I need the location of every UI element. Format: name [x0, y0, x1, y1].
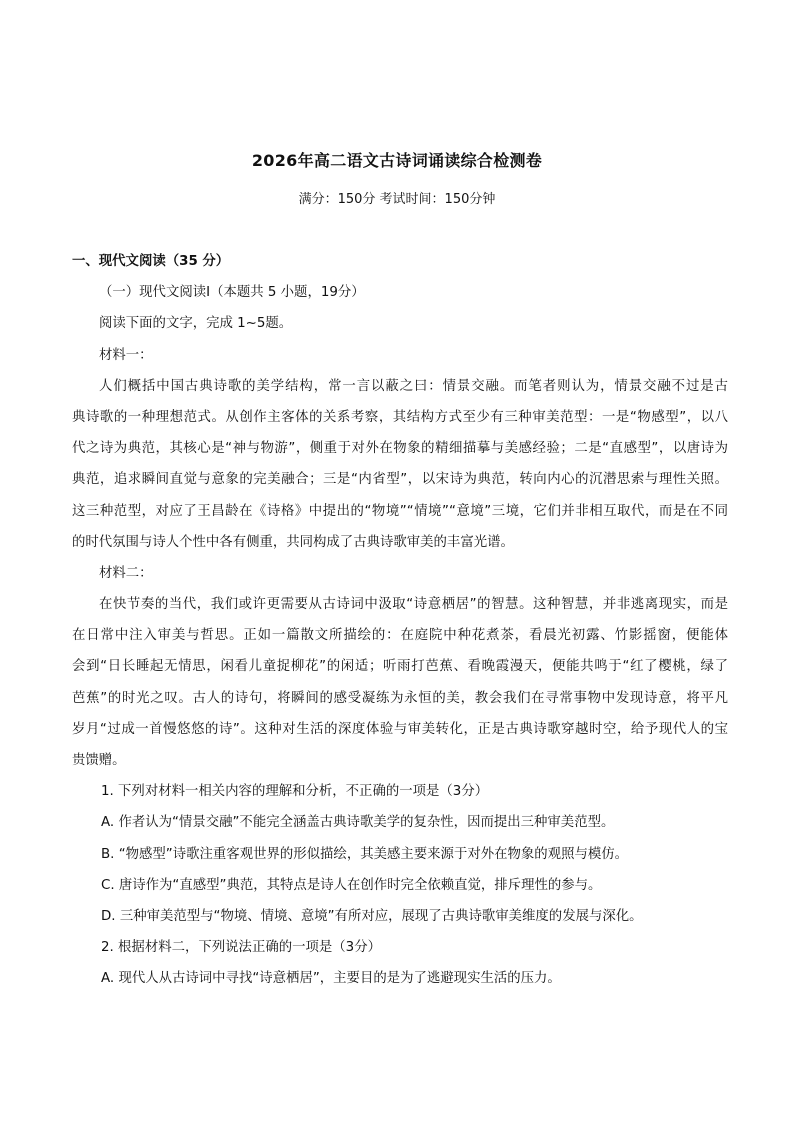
material-two-line: 在快节奏的当代，我们或许更需要从古诗词中汲取“诗意栖居”的智慧。这种智慧，并非逃离现实，而是	[99, 597, 728, 613]
question-stem: 2. 根据材料二，下列说法正确的一项是（3分）	[101, 940, 381, 956]
question-option: C. 唐诗作为“直感型”典范，其特点是诗人在创作时完全依赖直觉，排斥理性的参与。	[101, 877, 602, 893]
question-option: A. 作者认为“情景交融”不能完全涵盖古典诗歌美学的复杂性，因而提出三种审美范型。	[101, 815, 615, 831]
question-stem: 1. 下列对材料一相关内容的理解和分析，不正确的一项是（3分）	[101, 784, 489, 800]
exam-title: 2026年高二语文古诗词诵读综合检测卷	[251, 151, 543, 170]
material-one-line: 代之诗为典范，其核心是“神与物游”，侧重于对外在物象的精细描摹与美感经验；二是“直感型”，以唐诗为	[72, 441, 728, 457]
section-heading: 一、现代文阅读（35 分）	[72, 254, 230, 269]
sub-section-heading: （一）现代文阅读Ⅰ（本题共 5 小题，19分）	[99, 285, 365, 301]
material-two-line: 芭蕉”的时光之叹。古人的诗句，将瞬间的感受凝练为永恒的美，教会我们在寻常事物中发现诗意，将平凡	[72, 690, 728, 706]
material-two-label: 材料二：	[99, 565, 153, 581]
question-option: B. “物感型”诗歌注重客观世界的形似描绘，其美感主要来源于对外在物象的观照与模仿。	[101, 846, 629, 862]
material-one-line: 典诗歌的一种理想范式。从创作主客体的关系考察，其结构方式至少有三种审美范型：一是“物感型”，以八	[72, 409, 728, 425]
material-one-label: 材料一：	[99, 347, 153, 363]
material-two-line: 在日常中注入审美与哲思。正如一篇散文所描绘的：在庭院中种花煮茶，看晨光初露、竹影摇窗，便能体	[72, 628, 728, 644]
material-two-line: 会到“日长睡起无情思，闲看儿童捉柳花”的闲适；听雨打芭蕉、看晚霞漫天，便能共鸣于“红了樱桃，绿了	[72, 659, 728, 675]
material-two-line: 贵馈赠。	[72, 753, 126, 768]
reading-instruction: 阅读下面的文字，完成 1~5题。	[99, 316, 293, 332]
material-one-line: 典范，追求瞬间直觉与意象的完美融合；三是“内省型”，以宋诗为典范，转向内心的沉潜思索与理性关照。	[72, 472, 728, 488]
exam-subtitle: 满分：150分 考试时间：150分钟	[298, 192, 496, 207]
question-option: A. 现代人从古诗词中寻找“诗意栖居”，主要目的是为了逃避现实生活的压力。	[101, 971, 561, 987]
material-one-line: 的时代氛围与诗人个性中各有侧重，共同构成了古典诗歌审美的丰富光谱。	[72, 534, 514, 550]
exam-content	[72, 246, 728, 995]
question-option: D. 三种审美范型与“物境、情境、意境”有所对应，展现了古典诗歌审美维度的发展与深化。	[101, 908, 643, 924]
material-two-line: 岁月“过成一首慢悠悠的诗”。这种对生活的深度体验与审美转化，正是古典诗歌穿越时空，给予现代人的宝	[72, 721, 728, 737]
material-one-line: 人们概括中国古典诗歌的美学结构，常一言以蔽之曰：情景交融。而笔者则认为，情景交融不过是古	[99, 378, 728, 394]
material-one-line: 这三种范型，对应了王昌龄在《诗格》中提出的“物境”“情境”“意境”三境，它们并非相互取代，而是在不同	[72, 503, 728, 519]
